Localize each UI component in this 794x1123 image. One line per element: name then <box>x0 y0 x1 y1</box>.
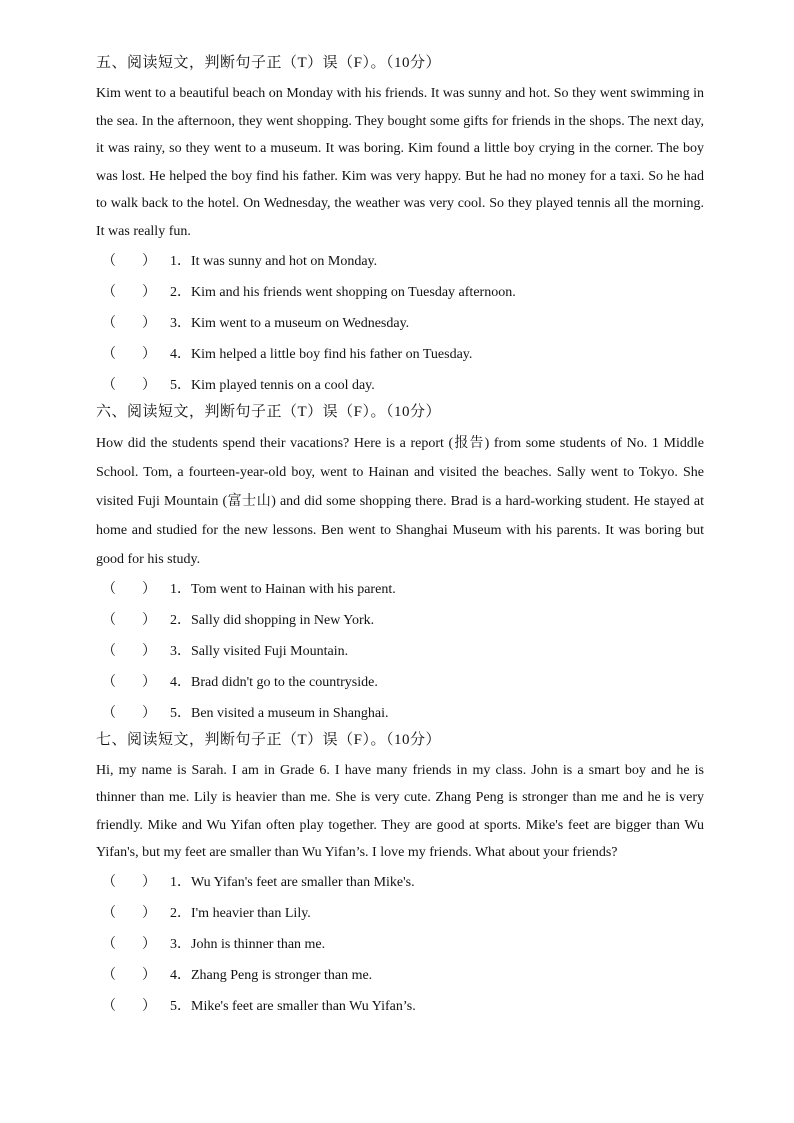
question-text: Kim played tennis on a cool day. <box>191 377 375 393</box>
answer-blank[interactable]: （ ） <box>102 936 156 952</box>
answer-blank[interactable]: （ ） <box>102 377 156 393</box>
question-item: （ ） 4．Zhang Peng is stronger than me. <box>96 960 704 991</box>
question-item: （ ） 2．Sally did shopping in New York. <box>96 605 704 636</box>
question-item: （ ） 5．Ben visited a museum in Shanghai. <box>96 698 704 729</box>
question-text: Kim and his friends went shopping on Tuesday afternoon. <box>191 284 516 300</box>
reading-passage: How did the students spend their vacations? Here is a report (报告) from some students of No. 1 Middle School. Tom, a fourteen-year-old boy, went to Hainan and visited the beaches. Sally went to Tokyo. She visited Fuji Mountain (富士山) and did some shopping there. Brad is a hard-working student. He stayed at home and studied for the new lessons. Ben went to Shanghai Museum with his parents. It was boring but good for his study. <box>96 435 704 567</box>
answer-blank[interactable]: （ ） <box>102 315 156 331</box>
reading-passage: Hi, my name is Sarah. I am in Grade 6. I have many friends in my class. John is a smart boy and he is thinner than me. Lily is heavier than me. She is very cute. Zhang Peng is stronger than me and he is very friendly. Mike and Wu Yifan often play together. They are good at sports. Mike's feet are bigger than Wu Yifan's, but my feet are smaller than Wu Yifan’s. I love my friends. What about your friends? <box>96 762 704 861</box>
reading-passage: Kim went to a beautiful beach on Monday with his friends. It was sunny and hot. So they went swimming in the sea. In the afternoon, they went shopping. They bought some gifts for friends in the shops. The next day, it was rainy, so they went to a museum. It was boring. Kim found a little boy crying in the corner. The boy was lost. He helped the boy find his father. Kim was very happy. But he had no money for a taxi. So he had to walk back to the hotel. On Wednesday, the weather was very cool. So they played tennis all the morning. It was really fun. <box>96 86 704 239</box>
question-item: （ ） 1．Wu Yifan's feet are smaller than Mike's. <box>96 867 704 898</box>
answer-blank[interactable]: （ ） <box>102 998 156 1014</box>
question-text: Brad didn't go to the countryside. <box>191 674 378 690</box>
question-text: Ben visited a museum in Shanghai. <box>191 705 389 721</box>
question-item: （ ） 3．John is thinner than me. <box>96 929 704 960</box>
answer-blank[interactable]: （ ） <box>102 967 156 983</box>
answer-blank[interactable]: （ ） <box>102 674 156 690</box>
question-item: （ ） 4．Kim helped a little boy find his father on Tuesday. <box>96 339 704 370</box>
answer-blank[interactable]: （ ） <box>102 581 156 597</box>
question-item: （ ） 2．Kim and his friends went shopping on Tuesday afternoon. <box>96 277 704 308</box>
question-text: Wu Yifan's feet are smaller than Mike's. <box>191 874 415 890</box>
worksheet-page <box>96 52 704 1022</box>
section-heading: 六、阅读短文，判断句子正（T）误（F）。（10分） <box>96 403 442 420</box>
answer-blank[interactable]: （ ） <box>102 284 156 300</box>
question-item: （ ） 5．Kim played tennis on a cool day. <box>96 370 704 401</box>
answer-blank[interactable]: （ ） <box>102 874 156 890</box>
question-text: John is thinner than me. <box>191 936 326 952</box>
question-text: Sally did shopping in New York. <box>191 612 375 628</box>
question-text: It was sunny and hot on Monday. <box>191 253 378 269</box>
question-item: （ ） 5．Mike's feet are smaller than Wu Yifan’s. <box>96 991 704 1022</box>
section-seven <box>96 729 704 1022</box>
question-text: Kim helped a little boy find his father on Tuesday. <box>191 346 473 362</box>
section-five <box>96 52 704 401</box>
question-item: （ ） 3．Kim went to a museum on Wednesday. <box>96 308 704 339</box>
question-item: （ ） 2．I'm heavier than Lily. <box>96 898 704 929</box>
question-text: Kim went to a museum on Wednesday. <box>191 315 410 331</box>
answer-blank[interactable]: （ ） <box>102 346 156 362</box>
question-item: （ ） 4．Brad didn't go to the countryside. <box>96 667 704 698</box>
question-item: （ ） 1．Tom went to Hainan with his parent. <box>96 574 704 605</box>
question-text: Mike's feet are smaller than Wu Yifan’s. <box>191 998 416 1014</box>
answer-blank[interactable]: （ ） <box>102 905 156 921</box>
question-item: （ ） 3．Sally visited Fuji Mountain. <box>96 636 704 667</box>
question-text: Sally visited Fuji Mountain. <box>191 643 349 659</box>
section-heading: 五、阅读短文，判断句子正（T）误（F）。（10分） <box>96 55 442 71</box>
section-six <box>96 401 704 729</box>
question-text: Zhang Peng is stronger than me. <box>191 967 373 983</box>
answer-blank[interactable]: （ ） <box>102 612 156 628</box>
answer-blank[interactable]: （ ） <box>102 253 156 269</box>
question-item: （ ） 1．It was sunny and hot on Monday. <box>96 246 704 277</box>
answer-blank[interactable]: （ ） <box>102 705 156 721</box>
section-heading: 七、阅读短文，判断句子正（T）误（F）。（10分） <box>96 731 442 748</box>
answer-blank[interactable]: （ ） <box>102 643 156 659</box>
question-text: Tom went to Hainan with his parent. <box>191 581 396 597</box>
question-text: I'm heavier than Lily. <box>191 905 311 921</box>
